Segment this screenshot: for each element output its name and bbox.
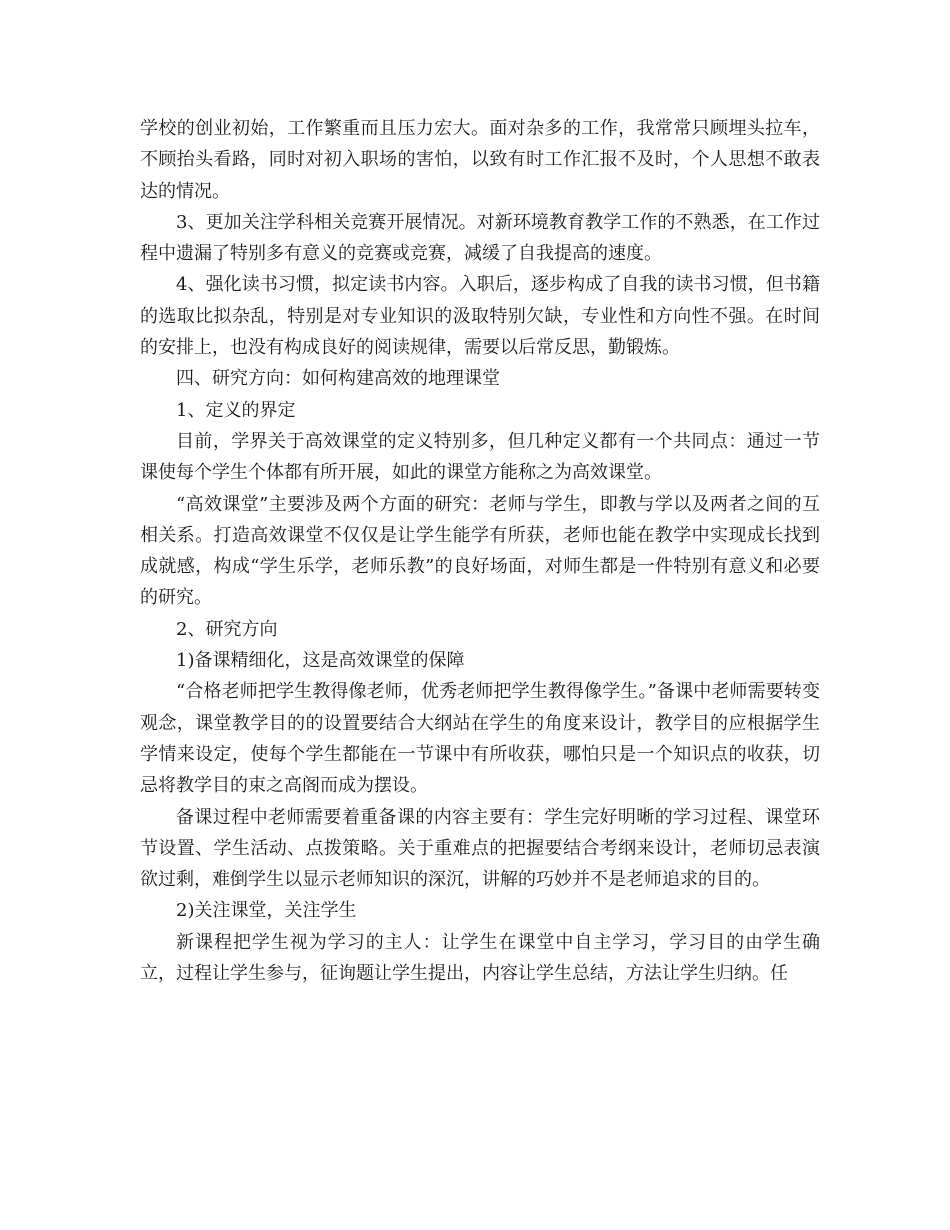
paragraph-2: 3、更加关注学科相关竞赛开展情况。对新环境教育教学工作的不熟悉，在工作过程中遗漏了特别多有意义的竞赛或竞赛，减缓了自我提高的速度。	[140, 211, 820, 265]
paragraph-1: 学校的创业初始，工作繁重而且压力宏大。面对杂多的工作，我常常只顾埋头拉车，不顾抬头看路，同时对初入职场的害怕，以致有时工作汇报不及时，个人思想不敢表达的情况。	[140, 118, 820, 202]
subheading-lesson-prep: 1)备课精细化，这是高效课堂的保障	[176, 650, 465, 672]
subheading-definition: 1、定义的界定	[176, 399, 296, 421]
paragraph-13: 新课程把学生视为学习的主人：让学生在课堂中自主学习，学习目的由学生确立，过程让学生参与，征询题让学生提出，内容让学生总结，方法让学生归纳。任	[140, 931, 820, 985]
document-body	[140, 113, 820, 989]
paragraph-10: “合格老师把学生教得像老师，优秀老师把学生教得像学生。”备课中老师需要转变观念，课堂教学目的的设置要结合大纲站在学生的角度来设计，教学目的应根据学生学情来设定，使每个学生都能在一节课中有所收获，哪怕只是一个知识点的收获，切忌将教学目的束之高阁而成为摆设。	[140, 681, 820, 797]
paragraph-6: 目前，学界关于高效课堂的定义特别多，但几种定义都有一个共同点：通过一节课使每个学生个体都有所开展，如此的课堂方能称之为高效课堂。	[140, 430, 820, 484]
section-heading-research-direction: 四、研究方向：如何构建高效的地理课堂	[176, 368, 500, 390]
paragraph-7: “高效课堂”主要涉及两个方面的研究：老师与学生，即教与学以及两者之间的互相关系。打造高效课堂不仅仅是让学生能学有所获，老师也能在教学中实现成长找到成就感，构成“学生乐学，老师乐教”的良好场面，对师生都是一件特别有意义和必要的研究。	[140, 493, 820, 609]
subheading-focus-classroom: 2)关注课堂，关注学生	[176, 900, 357, 922]
paragraph-11: 备课过程中老师需要着重备课的内容主要有：学生完好明晰的学习过程、课堂环节设置、学生活动、点拨策略。关于重难点的把握要结合考纲来设计，老师切忌表演欲过剩，难倒学生以显示老师知识的深沉，讲解的巧妙并不是老师追求的目的。	[140, 806, 820, 891]
subheading-research-direction: 2、研究方向	[176, 618, 278, 640]
paragraph-3: 4、强化读书习惯，拟定读书内容。入职后，逐步构成了自我的读书习惯，但书籍的选取比拟杂乱，特别是对专业知识的汲取特别欠缺，专业性和方向性不强。在时间的安排上，也没有构成良好的阅读规律，需要以后常反思，勤锻炼。	[140, 274, 820, 359]
